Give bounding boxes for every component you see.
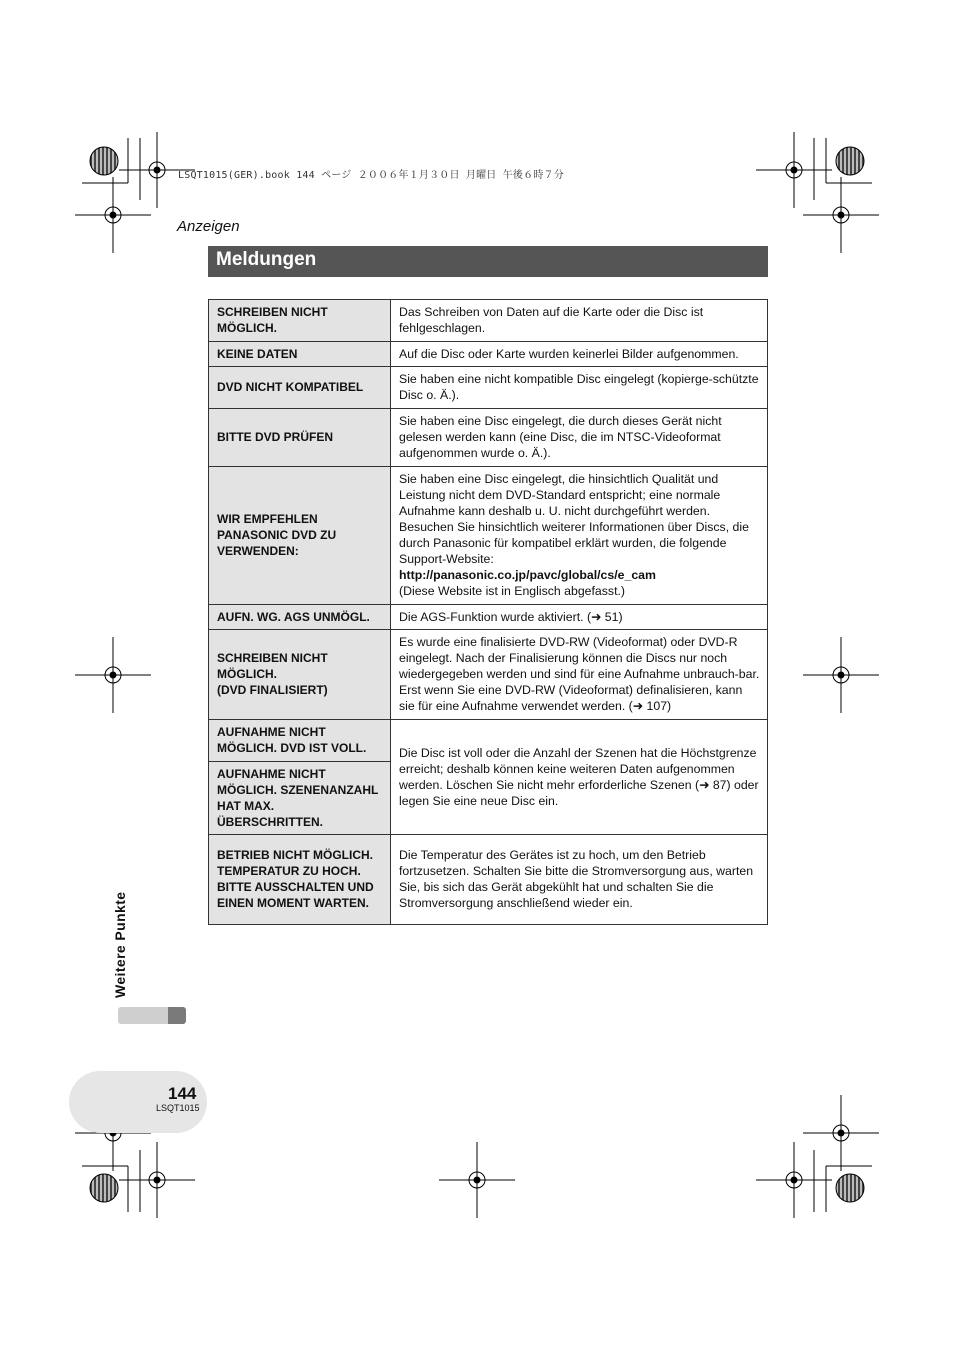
message-description: Auf die Disc oder Karte wurden keinerlei Bilder aufgenommen. — [391, 342, 768, 367]
message-key-line: SCHREIBEN NICHT MÖGLICH. — [217, 651, 328, 681]
page-reference: 87) oder legen Sie eine neue Disc ein. — [399, 777, 759, 808]
arrow-right-icon: ➜ — [591, 609, 602, 624]
message-description: Das Schreiben von Daten auf die Karte oder die Disc ist fehlgeschlagen. — [391, 300, 768, 342]
side-tab-bar — [118, 1007, 168, 1024]
table-row — [209, 630, 768, 720]
message-description — [391, 605, 768, 630]
message-key: SCHREIBEN NICHT MÖGLICH. — [209, 300, 391, 342]
message-description — [391, 630, 768, 720]
message-key: AUFNAHME NICHT MÖGLICH. SZENENANZAHL HAT MAX. ÜBERSCHRITTEN. — [209, 762, 391, 835]
title-bar — [208, 246, 768, 277]
side-tab-marker — [168, 1007, 186, 1024]
message-description: Sie haben eine Disc eingelegt, die durch dieses Gerät nicht gelesen werden kann (eine Disc, die im NTSC-Videoformat aufgenommen wurde o. Ä.). — [391, 409, 768, 467]
registration-target-icon — [90, 1174, 118, 1202]
section-label: Anzeigen — [177, 218, 240, 235]
message-key-line: (DVD FINALISIERT) — [217, 683, 328, 697]
message-key: WIR EMPFEHLEN PANASONIC DVD ZU VERWENDEN: — [209, 467, 391, 605]
table-row — [209, 300, 768, 342]
messages-table — [208, 299, 768, 925]
description-text: Sie haben eine Disc eingelegt, die hinsichtlich Qualität und Leistung nicht dem DVD-Standard entspricht; eine normale Aufnahme kann deshalb u. U. nicht durchgeführt werden. Besuchen Sie hinsichtlich weiterer Informationen über Discs, die durch Panasonic für kompatibel erklärt wurden, die folgende Support-Website: — [399, 472, 749, 566]
registration-target-icon — [836, 1174, 864, 1202]
registration-target-icon — [836, 147, 864, 175]
arrow-right-icon: ➜ — [699, 777, 710, 792]
description-note: (Diese Website ist in Englisch abgefasst.) — [399, 584, 625, 598]
page-code: LSQT1015 — [156, 1103, 200, 1113]
print-header: LSQT1015(GER).book 144 ページ ２００６年１月３０日 月曜日 午後６時７分 — [178, 170, 564, 181]
side-tab-label: Weitere Punkte — [112, 891, 128, 998]
page-number: 144 — [168, 1084, 197, 1103]
description-text: Die Disc ist voll oder die Anzahl der Szenen hat die Höchstgrenze erreicht; deshalb können keine weiteren Daten aufgenommen werden. Löschen Sie nicht mehr erforderliche Szenen ( — [399, 745, 757, 792]
table-row — [209, 605, 768, 630]
arrow-right-icon: ➜ — [632, 699, 644, 713]
support-url: http://panasonic.co.jp/pavc/global/cs/e_cam — [399, 568, 656, 582]
message-key: AUFN. WG. AGS UNMÖGL. — [209, 605, 391, 630]
table-row — [209, 835, 768, 925]
page-reference: 107) — [646, 699, 672, 713]
message-key — [209, 630, 391, 720]
table-row — [209, 409, 768, 467]
message-key: BITTE DVD PRÜFEN — [209, 409, 391, 467]
message-description: Die Temperatur des Gerätes ist zu hoch, um den Betrieb fortzusetzen. Schalten Sie bitte die Stromversorgung aus, warten Sie, bis sich das Gerät abgekühlt hat und schalten Sie die Stromversorgung anschließend wieder ein. — [391, 835, 768, 925]
message-key: DVD NICHT KOMPATIBEL — [209, 367, 391, 409]
table-row — [209, 342, 768, 367]
message-description — [391, 720, 768, 835]
table-row — [209, 367, 768, 409]
table-row — [209, 720, 768, 762]
page-reference: 51) — [604, 609, 623, 624]
message-key: BETRIEB NICHT MÖGLICH. TEMPERATUR ZU HOCH. BITTE AUSSCHALTEN UND EINEN MOMENT WARTEN. — [209, 835, 391, 925]
description-text: Die AGS-Funktion wurde aktiviert. ( — [399, 609, 592, 624]
page-title: Meldungen — [216, 249, 317, 270]
message-key: KEINE DATEN — [209, 342, 391, 367]
table-row — [209, 467, 768, 605]
description-text: Es wurde eine finalisierte DVD-RW (Videoformat) oder DVD-R eingelegt. Nach der Finalisierung können die Discs nur noch wiedergegeben werden und sind für eine Aufnahme unbrauch-bar. Erst wenn Sie eine DVD-RW (Videoformat) definalisieren, kann sie für eine Aufnahme verwendet werden. ( — [399, 635, 760, 713]
message-description — [391, 467, 768, 605]
message-description: Sie haben eine nicht kompatible Disc eingelegt (kopierge-schützte Disc o. Ä.). — [391, 367, 768, 409]
message-key: AUFNAHME NICHT MÖGLICH. DVD IST VOLL. — [209, 720, 391, 762]
registration-target-icon — [90, 147, 118, 175]
